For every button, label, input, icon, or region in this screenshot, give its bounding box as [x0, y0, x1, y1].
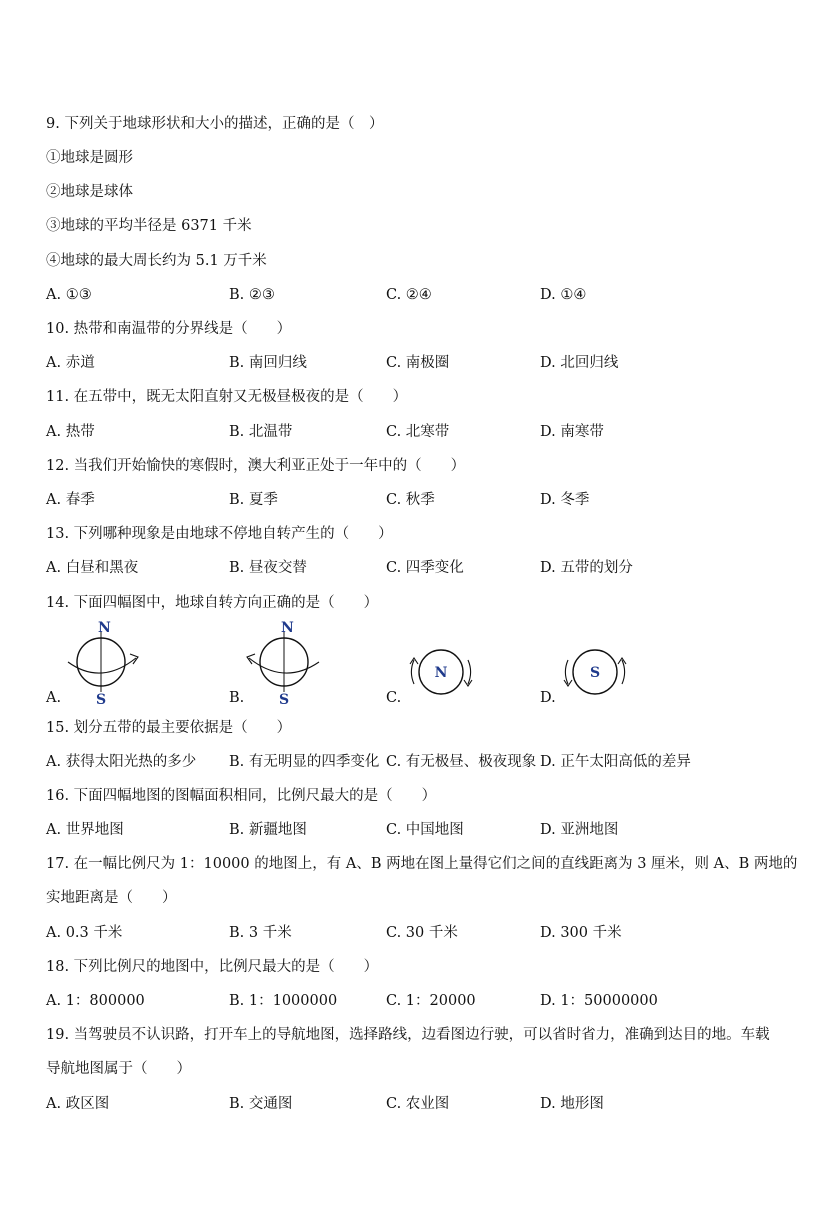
q9-option-a[interactable]: A. ①③	[46, 287, 92, 303]
q16-option-a[interactable]: A. 世界地图	[46, 822, 124, 838]
q14-option-c-label: C.	[386, 690, 402, 706]
question-11-stem: 11. 在五带中，既无太阳直射又无极昼极夜的是（ ）	[46, 389, 408, 405]
question-12-options	[46, 490, 786, 510]
q17-option-d[interactable]: D. 300 千米	[540, 925, 622, 941]
q9-statement-1: ①地球是圆形	[46, 150, 133, 166]
globe-side-view-icon	[56, 612, 156, 708]
question-10-options	[46, 353, 786, 373]
q18-option-b[interactable]: B. 1：1000000	[229, 993, 338, 1009]
q14-option-b-label: B.	[229, 690, 245, 706]
question-18-options	[46, 991, 786, 1011]
south-pole-label: S	[96, 692, 107, 708]
globe-polar-view-icon	[396, 612, 496, 708]
question-16-options	[46, 820, 786, 840]
q11-option-b[interactable]: B. 北温带	[229, 424, 293, 440]
question-19-stem-continued: 导航地图属于（ ）	[46, 1061, 191, 1077]
q15-option-a[interactable]: A. 获得太阳光热的多少	[46, 754, 197, 770]
q15-option-d[interactable]: D. 正午太阳高低的差异	[540, 754, 691, 770]
question-16-stem: 16. 下面四幅地图的图幅面积相同，比例尺最大的是（ ）	[46, 788, 437, 804]
question-19-options	[46, 1094, 786, 1114]
q12-option-b[interactable]: B. 夏季	[229, 492, 278, 508]
q10-option-d[interactable]: D. 北回归线	[540, 355, 619, 371]
q11-option-d[interactable]: D. 南寒带	[540, 424, 604, 440]
question-18-stem: 18. 下列比例尺的地图中，比例尺最大的是（ ）	[46, 959, 379, 975]
q18-option-a[interactable]: A. 1：800000	[46, 993, 145, 1009]
south-pole-label: S	[589, 665, 601, 681]
question-15-stem: 15. 划分五带的最主要依据是（ ）	[46, 720, 292, 736]
question-14-stem: 14. 下面四幅图中，地球自转方向正确的是（ ）	[46, 595, 379, 611]
q12-option-d[interactable]: D. 冬季	[540, 492, 590, 508]
question-17-stem: 17. 在一幅比例尺为 1：10000 的地图上，有 A、B 两地在图上量得它们之间的直线距离为 3 厘米，则 A、B 两地的	[46, 856, 798, 872]
north-pole-label: N	[98, 620, 111, 636]
q13-option-d[interactable]: D. 五带的划分	[540, 560, 633, 576]
q9-option-d[interactable]: D. ①④	[540, 287, 587, 303]
q18-option-d[interactable]: D. 1：50000000	[540, 993, 658, 1009]
q18-option-c[interactable]: C. 1：20000	[386, 993, 476, 1009]
q17-option-a[interactable]: A. 0.3 千米	[46, 925, 123, 941]
south-pole-label: S	[279, 692, 290, 708]
globe-side-view-icon	[239, 612, 339, 708]
question-17-stem-continued: 实地距离是（ ）	[46, 890, 177, 906]
question-13-stem: 13. 下列哪种现象是由地球不停地自转产生的（ ）	[46, 526, 393, 542]
q11-option-a[interactable]: A. 热带	[46, 424, 95, 440]
q14-option-d[interactable]	[540, 612, 660, 712]
q17-option-b[interactable]: B. 3 千米	[229, 925, 292, 941]
north-pole-label: N	[281, 620, 294, 636]
q19-option-b[interactable]: B. 交通图	[229, 1096, 293, 1112]
q13-option-a[interactable]: A. 白昼和黑夜	[46, 560, 139, 576]
question-9-options	[46, 285, 786, 305]
question-17-options	[46, 923, 786, 943]
q13-option-c[interactable]: C. 四季变化	[386, 560, 464, 576]
q9-statement-3: ③地球的平均半径是 6371 千米	[46, 218, 252, 234]
question-13-options	[46, 558, 786, 578]
q12-option-c[interactable]: C. 秋季	[386, 492, 435, 508]
q10-option-c[interactable]: C. 南极圈	[386, 355, 450, 371]
q14-option-b[interactable]	[229, 612, 349, 712]
q15-option-b[interactable]: B. 有无明显的四季变化	[229, 754, 380, 770]
north-pole-label: N	[434, 665, 448, 681]
q14-option-a[interactable]	[46, 612, 166, 712]
q16-option-d[interactable]: D. 亚洲地图	[540, 822, 619, 838]
question-12-stem: 12. 当我们开始愉快的寒假时，澳大利亚正处于一年中的（ ）	[46, 458, 466, 474]
q9-option-b[interactable]: B. ②③	[229, 287, 275, 303]
q12-option-a[interactable]: A. 春季	[46, 492, 95, 508]
question-9-stem: 9. 下列关于地球形状和大小的描述，正确的是（ ）	[46, 116, 384, 132]
q9-option-c[interactable]: C. ②④	[386, 287, 432, 303]
q9-statement-4: ④地球的最大周长约为 5.1 万千米	[46, 253, 267, 269]
q15-option-c[interactable]: C. 有无极昼、极夜现象	[386, 754, 537, 770]
q14-option-d-label: D.	[540, 690, 556, 706]
question-11-options	[46, 422, 786, 442]
globe-polar-view-icon	[550, 612, 650, 708]
q19-option-c[interactable]: C. 农业图	[386, 1096, 450, 1112]
q11-option-c[interactable]: C. 北寒带	[386, 424, 450, 440]
q10-option-a[interactable]: A. 赤道	[46, 355, 95, 371]
question-10-stem: 10. 热带和南温带的分界线是（ ）	[46, 321, 292, 337]
q17-option-c[interactable]: C. 30 千米	[386, 925, 458, 941]
q14-option-a-label: A.	[46, 690, 62, 706]
q9-statement-2: ②地球是球体	[46, 184, 133, 200]
q16-option-b[interactable]: B. 新疆地图	[229, 822, 307, 838]
q19-option-a[interactable]: A. 政区图	[46, 1096, 110, 1112]
q14-option-c[interactable]	[386, 612, 506, 712]
question-15-options	[46, 752, 786, 772]
q19-option-d[interactable]: D. 地形图	[540, 1096, 604, 1112]
q13-option-b[interactable]: B. 昼夜交替	[229, 560, 307, 576]
question-19-stem: 19. 当驾驶员不认识路，打开车上的导航地图，选择路线，边看图边行驶，可以省时省力，准确到达目的地。车载	[46, 1027, 770, 1043]
q16-option-c[interactable]: C. 中国地图	[386, 822, 464, 838]
question-14-figure-options	[46, 612, 746, 712]
q10-option-b[interactable]: B. 南回归线	[229, 355, 307, 371]
